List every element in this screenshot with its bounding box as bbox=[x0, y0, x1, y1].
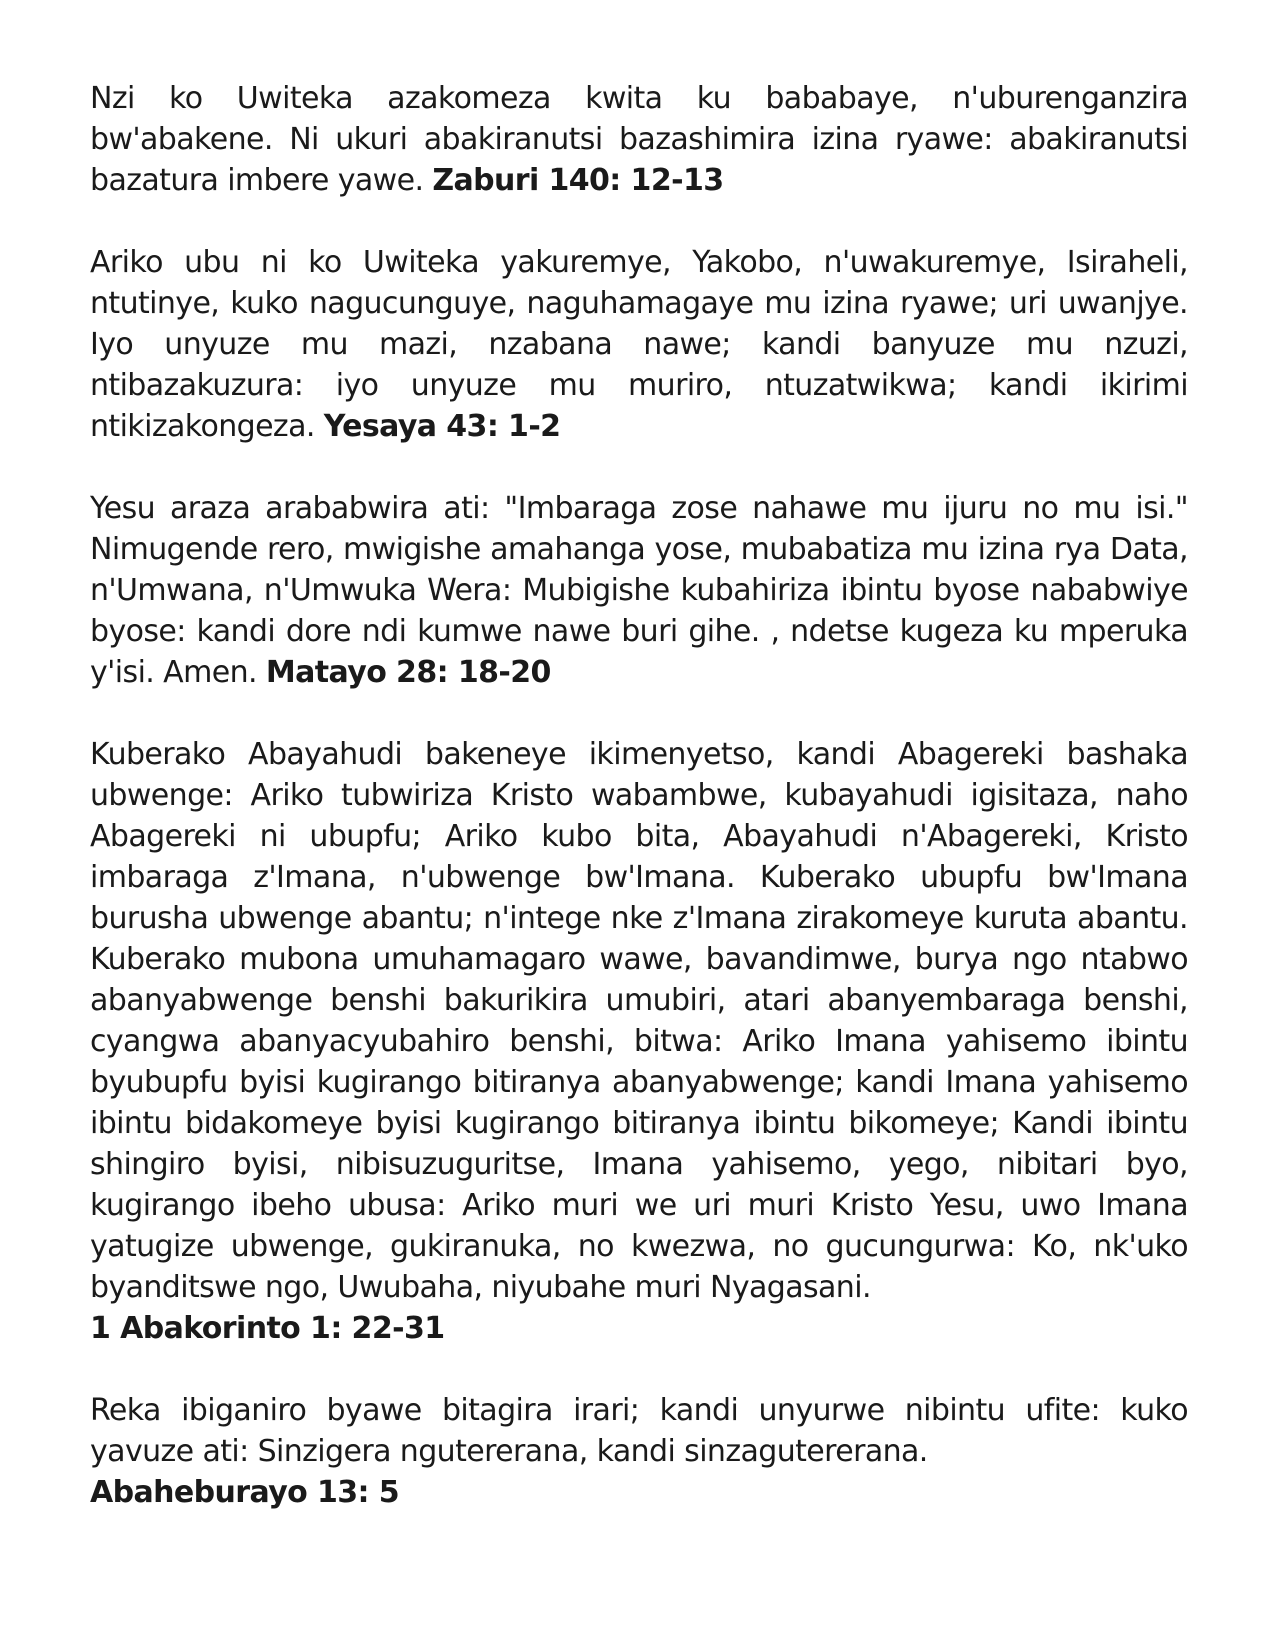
passage-text: Kuberako Abayahudi bakeneye ikimenyetso, kandi Abagereki bashaka ubwenge: Ariko tubwiriza Kristo wabambwe, kubayahudi igisitaza, naho Abagereki ni ubupfu; Ariko kubo bita, Abayahudi n'Abagereki, Kristo imbaraga z'Imana, n'ubwenge bw'Imana. Kuberako ubupfu bw'Imana burusha ubwenge abantu; n'intege nke z'Imana zirakomeye kuruta abantu. Kuberako mubona umuhamagaro wawe, bavandimwe, burya ngo ntabwo abanyabwenge benshi bakurikira umubiri, atari abanyembaraga benshi, cyangwa abanyacyubahiro benshi, bitwa: Ariko Imana yahisemo ibintu byubupfu byisi kugirango bitiranya abanyabwenge; kandi Imana yahisemo ibintu bidakomeye byisi kugirango bitiranya ibintu bikomeye; Kandi ibintu shingiro byisi, nibisuzuguritse, Imana yahisemo, yego, nibitari byo, kugirango ibeho ubusa: Ariko muri we uri muri Kristo Yesu, uwo Imana yatugize ubwenge, gukiranuka, no kwezwa, no gucungurwa: Ko, nk'uko byanditswe ngo, Uwubaha, niyubahe muri Nyagasani. bbox=[90, 737, 1188, 1305]
passage-matayo bbox=[90, 488, 1188, 693]
document-page bbox=[90, 78, 1188, 1554]
passage-text: Nzi ko Uwiteka azakomeza kwita ku bababaye, n'uburenganzira bw'abakene. Ni ukuri abakiranutsi bazashimira izina ryawe: abakiranutsi bazatura imbere yawe. bbox=[90, 81, 1188, 198]
passage-yesaya bbox=[90, 242, 1188, 447]
passage-abakorinto bbox=[90, 734, 1188, 1349]
passage-text: Reka ibiganiro byawe bitagira irari; kandi unyurwe nibintu ufite: kuko yavuze ati: Sinzigera ngutererana, kandi sinzagutererana. bbox=[90, 1393, 1188, 1469]
scripture-reference: Yesaya 43: 1-2 bbox=[323, 409, 561, 444]
scripture-reference: 1 Abakorinto 1: 22-31 bbox=[90, 1311, 445, 1346]
scripture-reference: Matayo 28: 18-20 bbox=[265, 655, 551, 690]
passage-abaheburayo bbox=[90, 1390, 1188, 1513]
scripture-reference: Abaheburayo 13: 5 bbox=[90, 1475, 400, 1510]
passage-text: Yesu araza arababwira ati: "Imbaraga zose nahawe mu ijuru no mu isi." Nimugende rero, mwigishe amahanga yose, mubabatiza mu izina rya Data, n'Umwana, n'Umwuka Wera: Mubigishe kubahiriza ibintu byose nababwiye byose: kandi dore ndi kumwe nawe buri gihe. , ndetse kugeza ku mperuka y'isi. Amen. bbox=[90, 491, 1188, 690]
scripture-reference: Zaburi 140: 12-13 bbox=[432, 163, 724, 198]
passage-zaburi bbox=[90, 78, 1188, 201]
passage-text: Ariko ubu ni ko Uwiteka yakuremye, Yakobo, n'uwakuremye, Isiraheli, ntutinye, kuko nagucunguye, naguhamagaye mu izina ryawe; uri uwanjye. Iyo unyuze mu mazi, nzabana nawe; kandi banyuze mu nzuzi, ntibazakuzura: iyo unyuze mu muriro, ntuzatwikwa; kandi ikirimi ntikizakongeza. bbox=[90, 245, 1188, 444]
